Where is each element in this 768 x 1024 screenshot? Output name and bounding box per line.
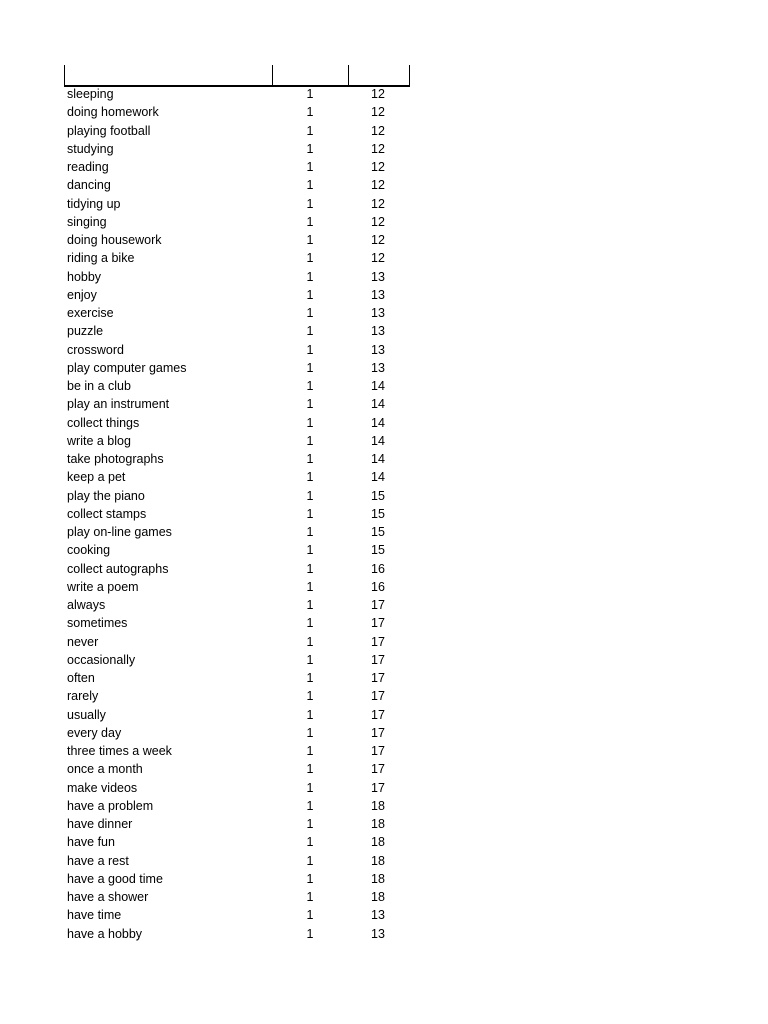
unit-cell: 18 [371,853,385,868]
word-cell: puzzle [67,324,104,339]
unit-cell: 12 [371,233,385,247]
table-row [0,176,768,194]
count-cell: 1 [306,671,314,685]
count-cell: 1 [306,525,314,539]
unit-cell: 13 [371,926,385,941]
word-cell: usually [67,707,106,722]
unit-cell: 13 [371,324,385,339]
table-row [0,760,768,778]
table-row [0,304,768,322]
unit-cell: 18 [371,890,385,904]
count-cell: 1 [306,835,314,850]
count-cell: 1 [306,488,314,503]
word-cell: riding a bike [67,251,135,266]
unit-cell: 17 [371,652,385,667]
unit-cell: 17 [371,598,385,612]
count-cell: 1 [306,853,314,868]
unit-cell: 12 [371,87,385,101]
word-cell: take photographs [67,452,164,466]
table-row [0,651,768,669]
table-row [0,213,768,231]
word-cell: keep a pet [67,470,126,485]
word-cell: have a problem [67,798,154,813]
word-cell: tidying up [67,196,121,211]
table-row [0,614,768,632]
word-cell: sleeping [67,87,114,101]
table-row [0,103,768,121]
word-cell: play computer games [67,360,187,375]
word-cell: cooking [67,543,111,558]
table-row [0,706,768,724]
count-cell: 1 [306,415,314,430]
unit-cell: 15 [371,525,385,539]
word-cell: have time [67,908,122,923]
table-row [0,249,768,267]
table-row [0,797,768,815]
word-cell: play the piano [67,488,145,503]
table-row [0,468,768,486]
table-row [0,833,768,851]
count-cell: 1 [306,160,314,174]
table-row [0,231,768,249]
table-row [0,85,768,103]
word-cell: have a rest [67,853,129,868]
table-row [0,925,768,943]
count-cell: 1 [306,817,314,831]
table-row [0,742,768,760]
unit-cell: 18 [371,835,385,850]
word-cell: hobby [67,269,102,284]
table-row [0,669,768,687]
table-row [0,487,768,505]
table-row [0,596,768,614]
unit-cell: 13 [371,306,385,320]
header-cell-unit [348,65,410,85]
word-cell: occasionally [67,652,136,667]
word-cell: once a month [67,762,143,777]
count-cell: 1 [306,196,314,211]
count-cell: 1 [306,470,314,485]
word-cell: enjoy [67,287,97,302]
count-cell: 1 [306,379,314,393]
table-row [0,560,768,578]
unit-cell: 16 [371,579,385,594]
word-cell: have a good time [67,871,163,886]
count-cell: 1 [306,616,314,631]
unit-cell: 17 [371,744,385,758]
count-cell: 1 [306,579,314,594]
table-row [0,286,768,304]
count-cell: 1 [306,287,314,302]
unit-cell: 17 [371,725,385,740]
table-row [0,322,768,340]
unit-cell: 17 [371,707,385,722]
count-cell: 1 [306,233,314,247]
table-row [0,122,768,140]
unit-cell: 17 [371,616,385,631]
word-cell: play an instrument [67,397,170,412]
table-row [0,140,768,158]
table-row [0,432,768,450]
table-row [0,395,768,413]
unit-cell: 13 [371,908,385,923]
word-cell: have a shower [67,890,149,904]
unit-cell: 12 [371,214,385,229]
unit-cell: 12 [371,178,385,193]
count-cell: 1 [306,105,314,120]
word-cell: three times a week [67,744,172,758]
word-cell: collect autographs [67,561,169,576]
word-cell: dancing [67,178,111,193]
count-cell: 1 [306,598,314,612]
count-cell: 1 [306,744,314,758]
table-row [0,888,768,906]
table-row [0,815,768,833]
count-cell: 1 [306,452,314,466]
table-row [0,377,768,395]
unit-cell: 14 [371,397,385,412]
table-row [0,505,768,523]
unit-cell: 13 [371,287,385,302]
word-cell: studying [67,141,114,156]
unit-cell: 17 [371,780,385,795]
word-cell: playing football [67,123,151,138]
count-cell: 1 [306,871,314,886]
count-cell: 1 [306,707,314,722]
word-cell: always [67,598,106,612]
count-cell: 1 [306,543,314,558]
unit-cell: 17 [371,634,385,649]
table-row [0,195,768,213]
table-row [0,158,768,176]
unit-cell: 17 [371,762,385,777]
table-row [0,414,768,432]
word-cell: exercise [67,306,114,320]
unit-cell: 18 [371,817,385,831]
word-cell: be in a club [67,379,131,393]
unit-cell: 12 [371,160,385,174]
unit-cell: 14 [371,470,385,485]
unit-cell: 13 [371,269,385,284]
count-cell: 1 [306,360,314,375]
word-cell: make videos [67,780,138,795]
count-cell: 1 [306,87,314,101]
count-cell: 1 [306,306,314,320]
count-cell: 1 [306,634,314,649]
word-cell: write a blog [67,433,131,448]
count-cell: 1 [306,798,314,813]
count-cell: 1 [306,561,314,576]
count-cell: 1 [306,324,314,339]
unit-cell: 18 [371,871,385,886]
word-cell: crossword [67,342,124,357]
word-cell: never [67,634,99,649]
unit-cell: 16 [371,561,385,576]
table-row [0,870,768,888]
word-cell: every day [67,725,122,740]
unit-cell: 15 [371,543,385,558]
table-row [0,268,768,286]
unit-cell: 14 [371,433,385,448]
count-cell: 1 [306,433,314,448]
word-cell: have fun [67,835,115,850]
unit-cell: 15 [371,506,385,521]
unit-cell: 18 [371,798,385,813]
table-row [0,341,768,359]
word-cell: reading [67,160,109,174]
unit-cell: 13 [371,342,385,357]
table-row [0,724,768,742]
word-cell: have a hobby [67,926,143,941]
table-row [0,633,768,651]
count-cell: 1 [306,251,314,266]
unit-cell: 12 [371,251,385,266]
count-cell: 1 [306,506,314,521]
word-cell: play on-line games [67,525,172,539]
unit-cell: 17 [371,671,385,685]
table-row [0,523,768,541]
count-cell: 1 [306,890,314,904]
unit-cell: 12 [371,105,385,120]
count-cell: 1 [306,652,314,667]
table-row [0,450,768,468]
word-cell: often [67,671,95,685]
count-cell: 1 [306,342,314,357]
word-cell: doing homework [67,105,159,120]
word-cell: doing housework [67,233,162,247]
table-row [0,359,768,377]
table-row [0,779,768,797]
word-cell: collect stamps [67,506,147,521]
unit-cell: 17 [371,689,385,704]
count-cell: 1 [306,123,314,138]
word-cell: rarely [67,689,99,704]
count-cell: 1 [306,780,314,795]
word-cell: write a poem [67,579,139,594]
table-row [0,687,768,705]
unit-cell: 12 [371,123,385,138]
header-cell-word [64,65,273,85]
word-cell: sometimes [67,616,128,631]
table-header-row [64,65,410,87]
count-cell: 1 [306,926,314,941]
word-cell: singing [67,214,107,229]
table-row [0,852,768,870]
unit-cell: 13 [371,360,385,375]
word-cell: collect things [67,415,140,430]
unit-cell: 15 [371,488,385,503]
unit-cell: 12 [371,141,385,156]
count-cell: 1 [306,725,314,740]
word-cell: have dinner [67,817,133,831]
count-cell: 1 [306,762,314,777]
table-row [0,578,768,596]
count-cell: 1 [306,269,314,284]
table-body [0,85,768,943]
count-cell: 1 [306,214,314,229]
unit-cell: 14 [371,379,385,393]
unit-cell: 14 [371,415,385,430]
unit-cell: 12 [371,196,385,211]
table-row [0,906,768,924]
count-cell: 1 [306,178,314,193]
count-cell: 1 [306,908,314,923]
table-row [0,541,768,559]
count-cell: 1 [306,689,314,704]
unit-cell: 14 [371,452,385,466]
count-cell: 1 [306,141,314,156]
count-cell: 1 [306,397,314,412]
header-cell-count [272,65,349,85]
